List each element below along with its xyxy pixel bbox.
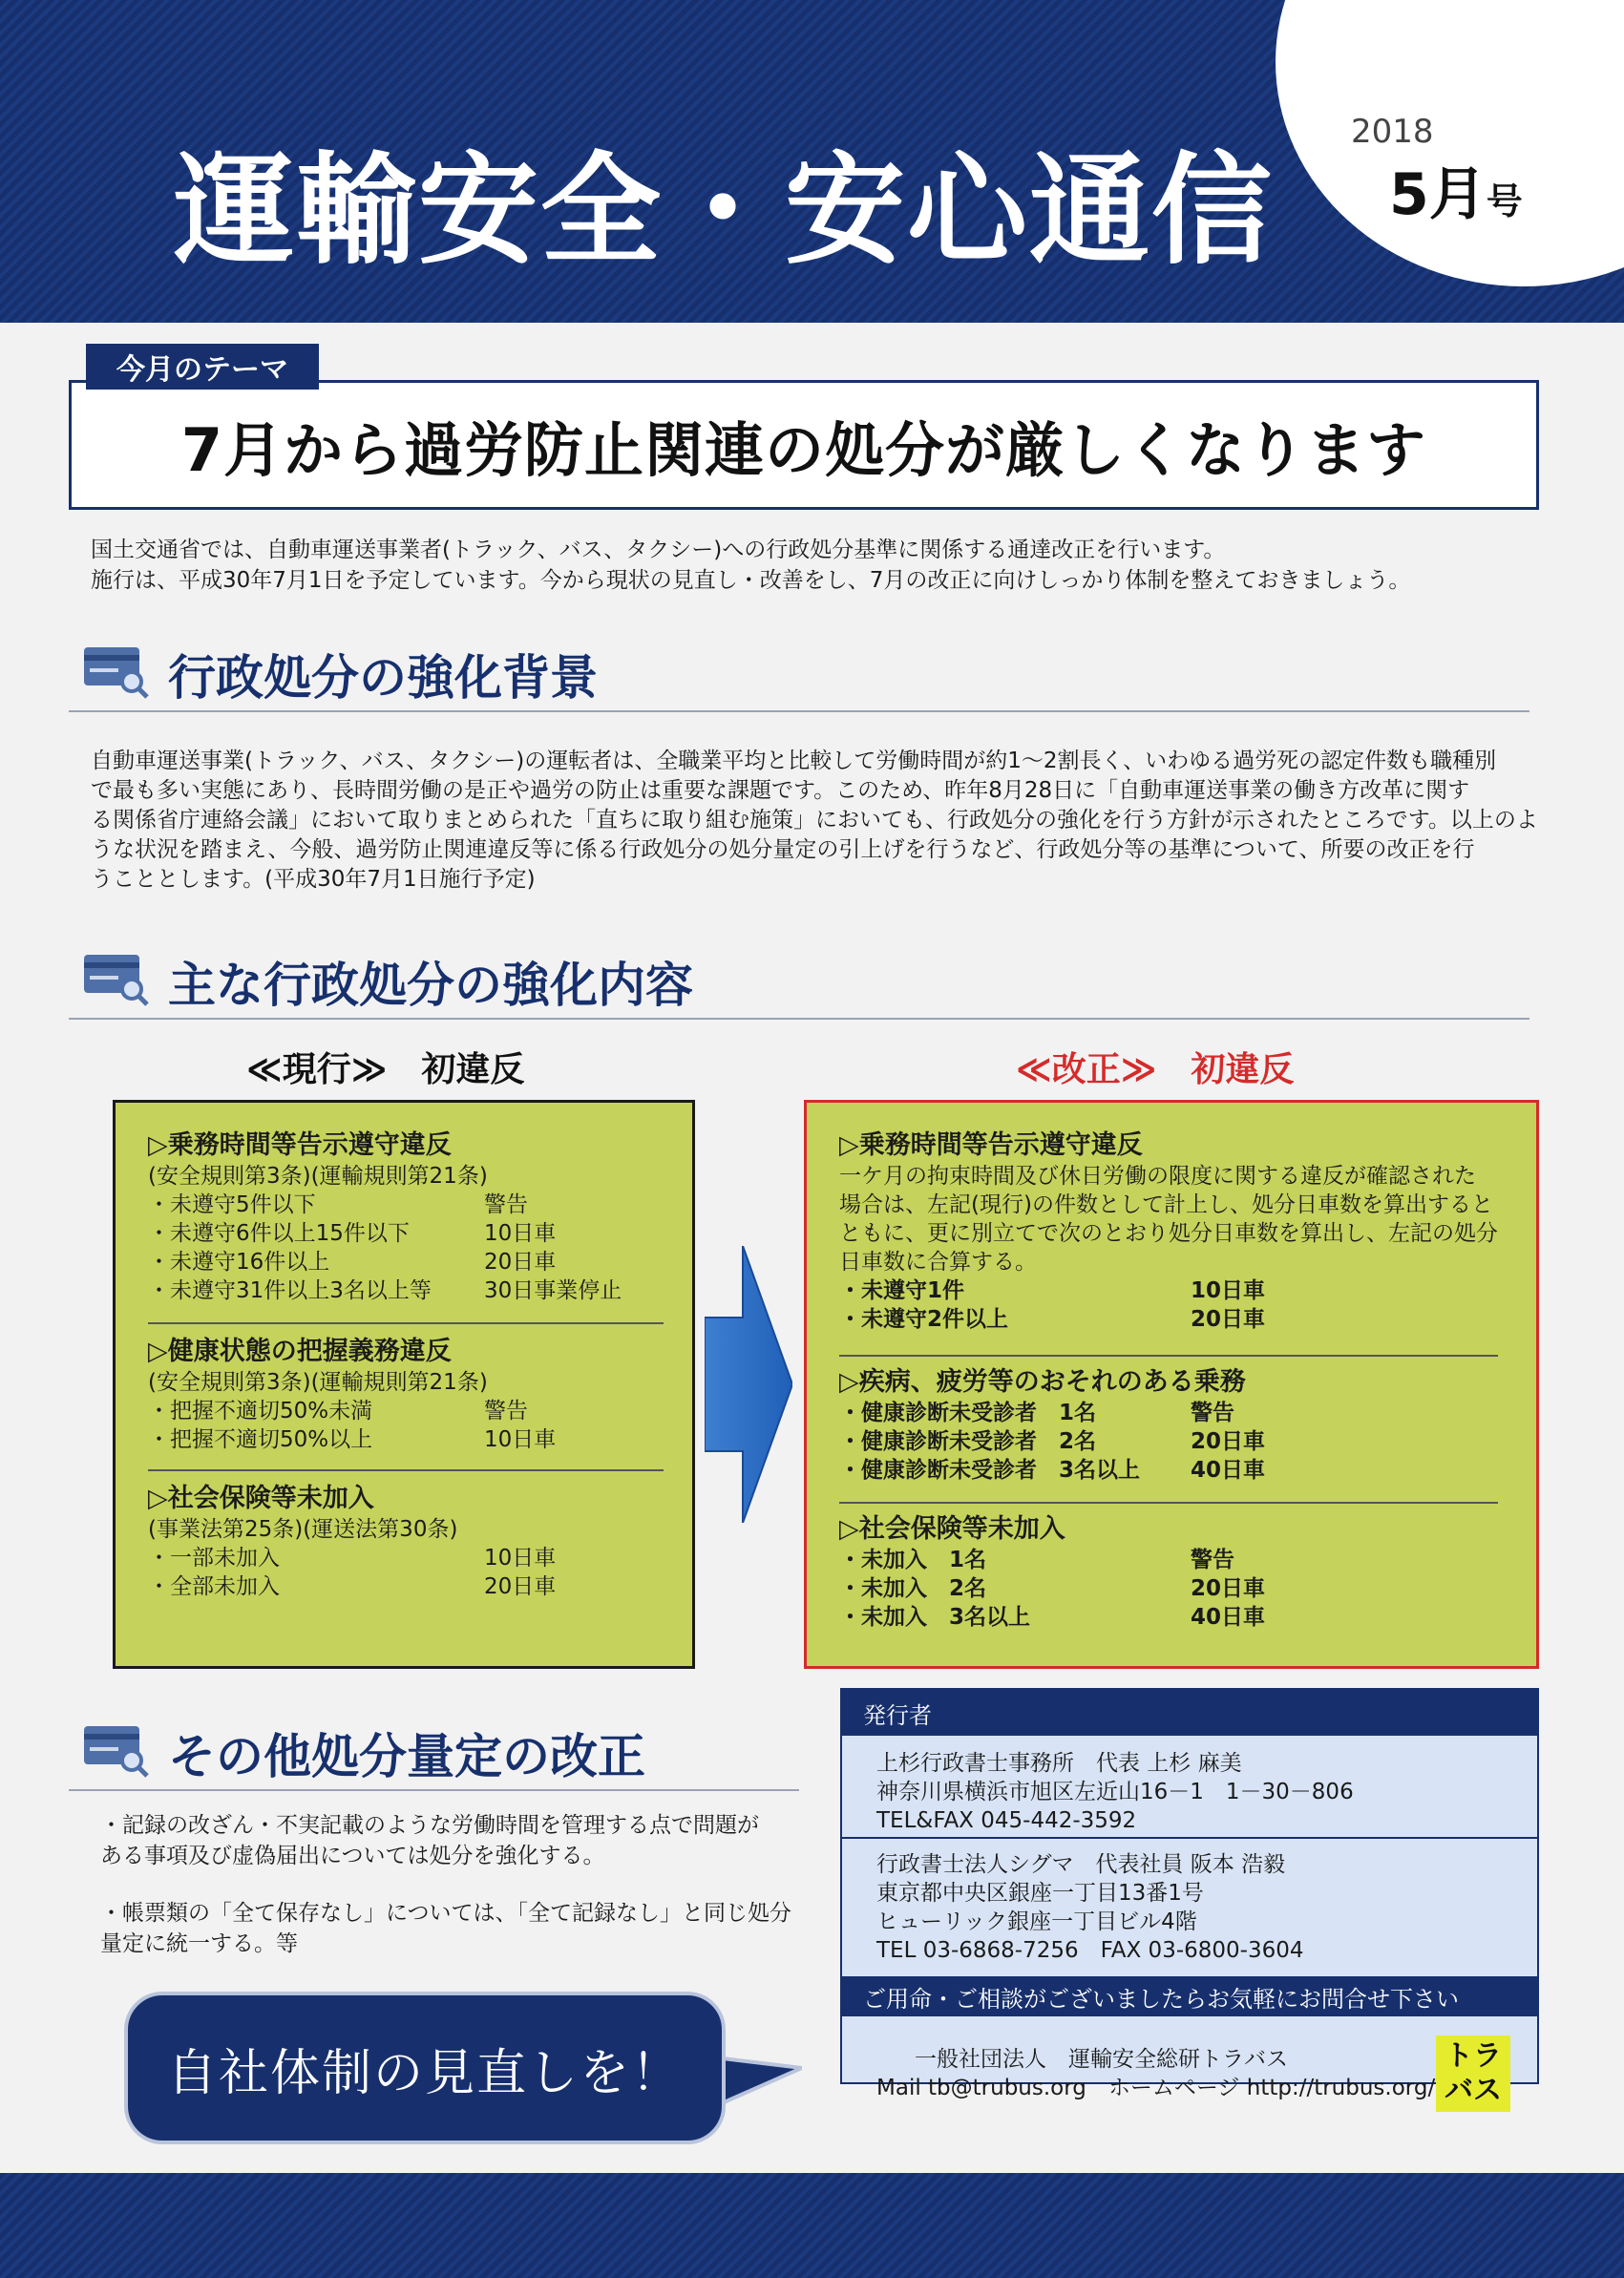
rule-block [839,1513,1266,1632]
other-line: 量定に統一する。等 [100,1931,298,1956]
background-line: うこととします。(平成30年7月1日施行予定) [91,867,536,892]
theme-tab: 今月のテーマ [86,344,319,390]
rule-row [148,1276,622,1305]
rule-label: ・未遵守5件以下 [148,1192,316,1217]
rule-desc: 日車数に合算する。 [839,1250,1037,1275]
publisher-box [840,1688,1539,2107]
card-search-icon [82,1722,149,1778]
other-line: ・記録の改ざん・不実記載のような労働時間を管理する点で問題が [100,1813,759,1838]
rule-block [148,1483,557,1601]
rule-label: ・未加入 3名以上 [839,1605,1031,1630]
rule-block [839,1129,1498,1334]
rule-value: 20日車 [1191,1576,1266,1601]
callout-bubble: 自社体制の見直しを！ [124,1992,726,2144]
rule-row [839,1603,1266,1632]
rule-label: ・健康診断未受診者 3名以上 [839,1458,1141,1483]
rule-label: ・未遵守1件 [839,1278,965,1303]
rule-value: 警告 [1191,1548,1234,1572]
office-line: 東京都中央区銀座一丁目13番1号 [876,1881,1204,1906]
rule-block [148,1129,622,1305]
rule-label: ・未遵守6件以上15件以下 [148,1221,410,1246]
issue-month [1389,149,1523,231]
rule-block [148,1336,557,1454]
divider [839,1502,1498,1504]
card-search-icon [82,951,149,1006]
office-line: TEL&FAX 045-442-3592 [876,1808,1137,1833]
rule-label: ・未加入 1名 [839,1548,987,1572]
rule-value: 警告 [1191,1401,1234,1425]
arrow-right-icon [705,1246,792,1523]
rule-label: ・未遵守16件以上 [148,1250,330,1275]
rule-label: ・把握不適切50%以上 [148,1427,373,1452]
rule-row [148,1219,557,1248]
section-background [69,630,1529,712]
rule-ref: (安全規則第3条)(運輸規則第21条) [148,1370,488,1395]
rule-row [148,1544,557,1572]
rule-label: ・健康診断未受診者 2名 [839,1429,1097,1454]
contact-bar: ご用命・ご相談がございましたらお気軽にお問合せ下さい [842,1976,1537,2016]
rule-ref: (安全規則第3条)(運輸規則第21条) [148,1164,488,1189]
rule-label: ・未遵守2件以上 [839,1307,1009,1332]
issue-year: 2018 [1351,113,1434,151]
rule-label: ・健康診断未受診者 1名 [839,1401,1097,1425]
rule-title: ▷乗務時間等告示遵守違反 [148,1130,452,1160]
rule-desc: ともに、更に別立てで次のとおり処分日車数を算出し、左記の処分 [839,1221,1498,1246]
section-title: 主な行政処分の強化内容 [168,958,693,1013]
rule-label: ・把握不適切50%未満 [148,1399,373,1424]
office-line: ヒューリック銀座一丁目ビル4階 [876,1909,1197,1934]
rule-value: 10日車 [1191,1278,1266,1303]
other-line: ・帳票類の「全て保存なし」については、「全て記録なし」と同じ処分 [100,1901,792,1926]
rule-row [839,1399,1246,1427]
rule-title: ▷乗務時間等告示遵守違反 [839,1130,1143,1160]
publisher-heading: 発行者 [842,1690,1537,1736]
rule-value: 20日車 [1191,1429,1266,1454]
office-line: 行政書士法人シグマ 代表社員 阪本 浩毅 [876,1852,1286,1877]
rule-row [148,1248,557,1276]
org-name: 一般社団法人 運輸安全総研トラバス [915,2047,1288,2072]
rule-title: ▷社会保険等未加入 [839,1514,1065,1544]
organization-info [876,2045,1435,2102]
rule-label: ・未加入 2名 [839,1576,987,1601]
divider [148,1469,664,1471]
issue-circle [1276,0,1624,286]
rule-value: 20日車 [1191,1307,1266,1332]
card-search-icon [82,643,149,699]
intro-line: 施行は、平成30年7月1日を予定しています。今から現状の見直し・改善をし、7月の改正に向けしっかり体制を整えておきましょう。 [91,568,1411,593]
rule-row [148,1425,557,1454]
current-heading: ≪現行≫ 初違反 [246,1050,525,1089]
logo-line: バス [1445,2074,1502,2107]
rule-row [839,1546,1234,1574]
rule-block [839,1366,1266,1485]
rule-desc: 一ケ月の拘束時間及び休日労働の限度に関する違反が確認された [839,1164,1476,1189]
background-text [91,747,1538,895]
other-revisions-text [100,1810,807,1986]
rule-value: 20日車 [484,1250,557,1275]
intro-text [91,535,1561,596]
rule-title: ▷社会保険等未加入 [148,1484,374,1513]
rule-row [839,1305,1498,1334]
logo-line: トラ [1445,2039,1502,2073]
divider [839,1355,1498,1357]
divider [842,1837,1537,1839]
rule-label: ・全部未加入 [148,1574,280,1599]
footer-band [0,2173,1624,2278]
background-line: る関係省庁連絡会議」において取りまとめられた「直ちに取り組む施策」においても、行政処分の強化を行う方針が示されたところです。以上のよ [91,808,1538,833]
theme-headline: 7月から過労防止関連の処分が厳しくなります [69,380,1539,510]
issue-suffix: 号 [1486,180,1523,222]
section-title: その他処分量定の改正 [168,1729,645,1784]
rule-value: 10日車 [484,1427,557,1452]
rule-row [839,1427,1266,1456]
background-line: 自動車運送事業(トラック、バス、タクシー)の運転者は、全職業平均と比較して労働時間が約1～2割長く、いわゆる過労死の認定件数も職種別 [91,749,1497,773]
rule-row [148,1572,557,1601]
rule-title: ▷健康状態の把握義務違反 [148,1337,452,1366]
background-line: うな状況を踏まえ、今般、過労防止関連違反等に係る行政処分の処分量定の引上げを行うなど、行政処分等の基準について、所要の改正を行 [91,837,1475,862]
current-rules-box [113,1100,695,1669]
rule-label: ・未遵守31件以上3名以上等 [148,1278,432,1303]
publisher-office-2 [876,1850,1304,1965]
issue-month-value: 5月 [1389,161,1487,228]
background-line: で最も多い実態にあり、長時間労働の是正や過労の防止は重要な課題です。このため、昨年8月28日に「自動車運送事業の働き方改革に関す [91,778,1470,803]
rule-label: ・一部未加入 [148,1546,280,1571]
other-item [100,1810,807,1871]
rule-value: 20日車 [484,1574,557,1599]
rule-ref: (事業法第25条)(運送法第30条) [148,1517,458,1542]
intro-line: 国土交通省では、自動車運送事業者(トラック、バス、タクシー)への行政処分基準に関係する通達改正を行います。 [91,538,1226,562]
org-contact: Mail tb@trubus.org ホームページ http://trubus.org/ [876,2076,1436,2100]
rule-title: ▷疾病、疲労等のおそれのある乗務 [839,1367,1246,1397]
rule-row [148,1397,528,1425]
rule-row [839,1456,1266,1485]
rule-desc: 場合は、左記(現行)の件数として計上し、処分日車数を算出すると [839,1192,1493,1217]
other-line: ある事項及び虚偽届出については処分を強化する。 [100,1844,605,1868]
section-title: 行政処分の強化背景 [168,650,598,706]
section-other [69,1709,799,1791]
rule-value: 10日車 [484,1546,557,1571]
office-line: 神奈川県横浜市旭区左近山16－1 1－30－806 [876,1780,1354,1804]
header-banner [0,0,1624,323]
trubus-logo [1436,2035,1510,2112]
publisher-office-1 [876,1749,1354,1835]
revised-heading: ≪改正≫ 初違反 [1016,1050,1295,1089]
rule-value: 10日車 [484,1221,557,1246]
section-content [69,938,1529,1020]
revised-rules-box [804,1100,1539,1669]
rule-row [839,1276,1498,1305]
rule-value: 30日事業停止 [484,1278,622,1303]
divider [148,1322,664,1324]
office-line: TEL 03-6868-7256 FAX 03-6800-3604 [876,1938,1304,1963]
office-line: 上杉行政書士事務所 代表 上杉 麻美 [876,1751,1242,1776]
rule-value: 40日車 [1191,1605,1266,1630]
rule-row [839,1574,1266,1603]
rule-value: 警告 [484,1192,528,1217]
rule-row [148,1191,528,1219]
other-item [100,1898,807,1959]
rule-value: 警告 [484,1399,528,1424]
rule-value: 40日車 [1191,1458,1266,1483]
newsletter-title: 運輸安全・安心通信 [174,140,1274,281]
